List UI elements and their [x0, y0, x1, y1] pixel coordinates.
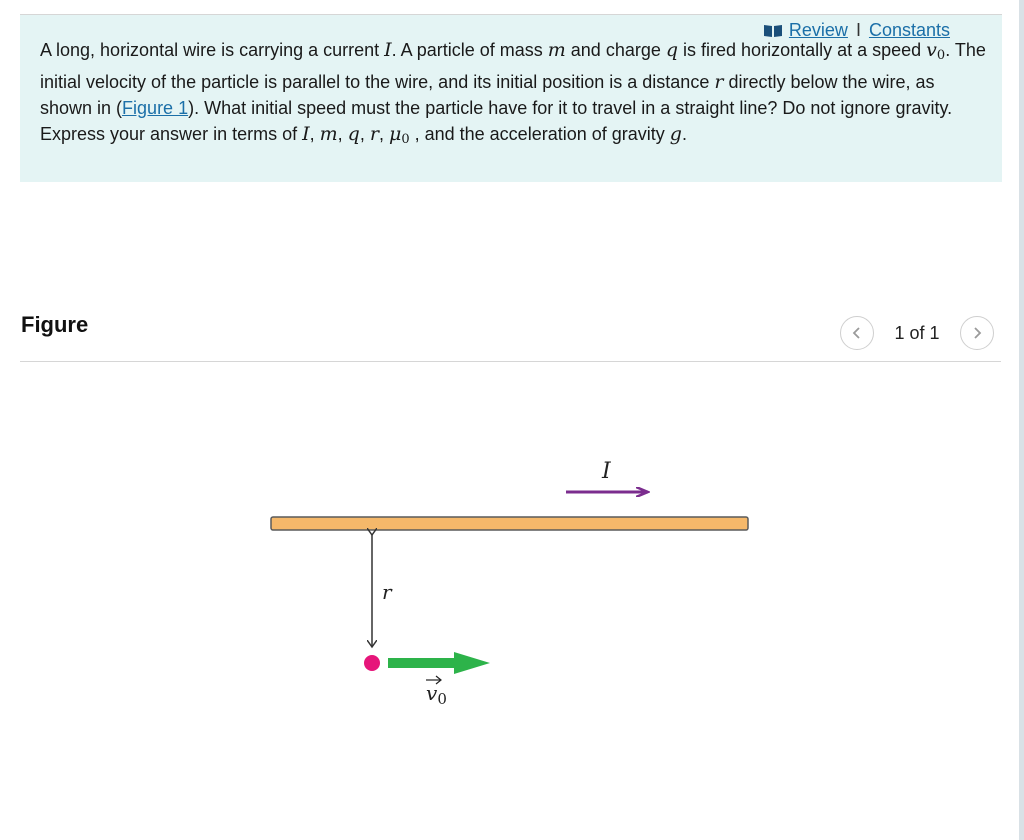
book-icon — [763, 24, 783, 38]
problem-panel — [20, 15, 1002, 182]
review-link[interactable]: Review — [788, 20, 848, 40]
text-run: and charge — [565, 40, 666, 60]
constants-link[interactable]: Constants — [868, 20, 950, 40]
velocity-label: $v_0$ — [426, 681, 447, 708]
math-charge: q — [665, 39, 679, 61]
math-distance: r — [369, 123, 379, 145]
math-charge: q — [347, 123, 360, 145]
text-run: directly below the wire, as shown in ( — [40, 72, 935, 118]
text-run: . The initial velocity of the particle is parallel to the wire, and its initial position is a distance — [40, 40, 986, 92]
chevron-left-icon — [851, 326, 863, 340]
math-mass: m — [319, 123, 338, 145]
text-run: is fired horizontally at a speed — [678, 40, 927, 60]
figure-divider — [20, 361, 1001, 362]
text-run: A long, horizontal wire is carrying a current — [40, 40, 385, 60]
math-current: I — [384, 39, 392, 61]
pager-label: 1 of 1 — [894, 322, 940, 343]
distance-label: r — [382, 580, 392, 604]
figure-heading: Figure — [21, 312, 89, 337]
math-mass: m — [547, 39, 566, 61]
figure-link[interactable]: Figure 1 — [122, 98, 189, 118]
figure-pager — [840, 316, 994, 350]
chevron-right-icon — [971, 326, 983, 340]
math-mu0: $\mu_0$ — [388, 123, 410, 147]
math-gravity: g — [669, 123, 682, 145]
scrollbar-track[interactable] — [1019, 0, 1024, 840]
math-current: I — [302, 123, 310, 145]
charged-particle — [364, 655, 380, 671]
problem-text: A long, horizontal wire is carrying a current I. A particle of mass m and charge q is fired horizontally at a speed $v_0$. The initial velocity of the particle is parallel to the wire, and its initial position is a distance r directly below the wire, as shown in (Figure 1). What initial speed must the particle have for it to travel in a straight line? Do not ignore gravity. Express your answer in terms of I, m, q, r, $\mu_0$ , and the acceleration of gravity g. — [40, 39, 986, 147]
velocity-arrow — [388, 652, 490, 674]
prev-figure-button[interactable] — [840, 316, 874, 350]
next-figure-button[interactable] — [960, 316, 994, 350]
text-run: , and the acceleration of gravity — [409, 124, 670, 144]
wire-diagram — [250, 440, 770, 730]
wire — [271, 517, 748, 530]
math-distance: r — [714, 71, 724, 93]
links-separator: I — [855, 20, 861, 40]
text-run: . A particle of mass — [391, 40, 548, 60]
current-label: I — [602, 459, 611, 484]
math-speed: $v_0$ — [926, 39, 946, 63]
text-run: ). What initial speed must the particle have for it to travel in a straight line? Do not ignore gravity. Express your answer in terms of — [40, 98, 953, 144]
